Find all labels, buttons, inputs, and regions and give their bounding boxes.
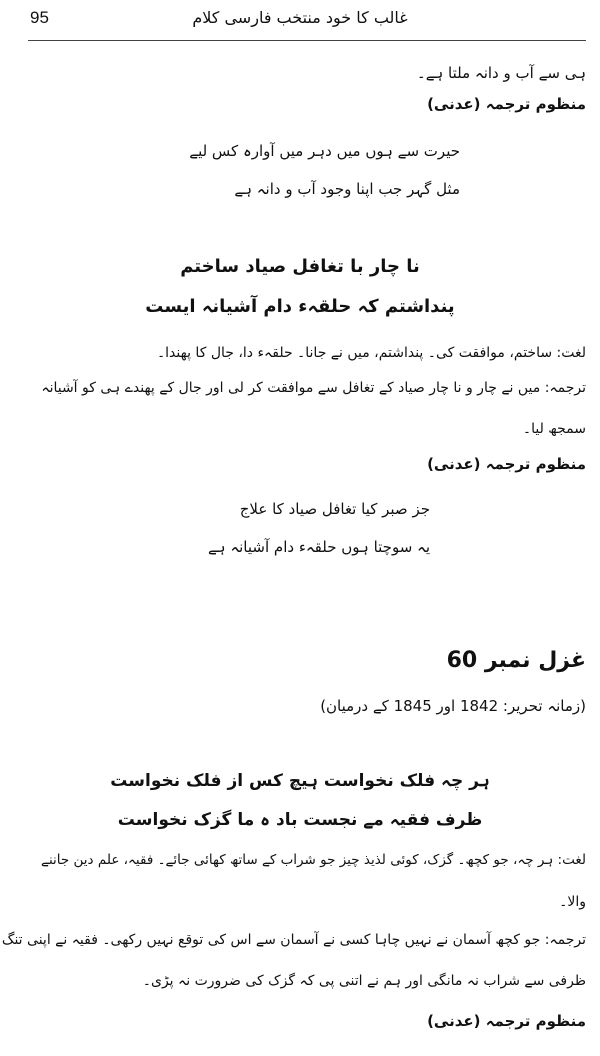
ghazal-heading: غزل نمبر 60 (446, 648, 586, 673)
poem-line: حیرت سے ہوں میں دہر میں آوارہ کس لیے (189, 142, 460, 160)
manzoom-label: منظوم ترجمہ (عدنی) (427, 95, 586, 113)
persian-verse: پنداشتم کہ حلقہء دام آشیانہ ایست (145, 296, 455, 317)
book-title: غالب کا خود منتخب فارسی کلام (192, 8, 408, 27)
poem-line: جز صبر کیا تغافل صیاد کا علاج (239, 500, 430, 518)
tarjuma-text: ظرفی سے شراب نہ مانگی اور ہم نے اتنی پی کہ گزک کی ضرورت نہ پڑی۔ (142, 973, 586, 989)
header-rule (28, 40, 586, 41)
manzoom-label: منظوم ترجمہ (عدنی) (427, 455, 586, 473)
tarjuma-text: ترجمہ: جو کچھ آسمان نے نہیں چاہا کسی نے آسمان سے اس کی توقع نہیں رکھی۔ فقیہ نے اپنی تنگ (1, 932, 586, 948)
persian-verse: ظرف فقیہ مے نجست باد ہ ما گزک نخواست (117, 810, 483, 830)
persian-verse: نا چار با تغافل صیاد ساختم (180, 256, 420, 277)
lughat-text: والا۔ (559, 894, 586, 910)
lughat-text: لغت: ساختم، موافقت کی۔ پنداشتم، میں نے جانا۔ حلقہء دا، جال کا پھندا۔ (156, 345, 586, 361)
poem-line: مثل گہر جب اپنا وجود آب و دانہ ہے (234, 180, 460, 198)
persian-verse: ہر چہ فلک نخواست ہیچ کس از فلک نخواست (110, 771, 490, 791)
lughat-text: لغت: ہر چہ، جو کچھ۔ گزک، کوئی لذیذ چیز جو شراب کے ساتھ کھائی جائے۔ فقیہ، علم دین جاننے (41, 852, 586, 868)
prose-tail: ہی سے آب و دانہ ملتا ہے۔ (416, 64, 586, 82)
manzoom-label: منظوم ترجمہ (عدنی) (427, 1012, 586, 1030)
tarjuma-text: ترجمہ: میں نے چار و نا چار صیاد کے تغافل سے موافقت کر لی اور جال کے پھندے ہی کو آشیانہ (41, 380, 586, 396)
page-number: 95 (30, 8, 49, 27)
poem-line: یہ سوچتا ہوں حلقہء دام آشیانہ ہے (208, 538, 430, 556)
date-note: (زمانہ تحریر: 1842 اور 1845 کے درمیان) (320, 697, 586, 715)
tarjuma-text: سمجھ لیا۔ (522, 421, 586, 437)
